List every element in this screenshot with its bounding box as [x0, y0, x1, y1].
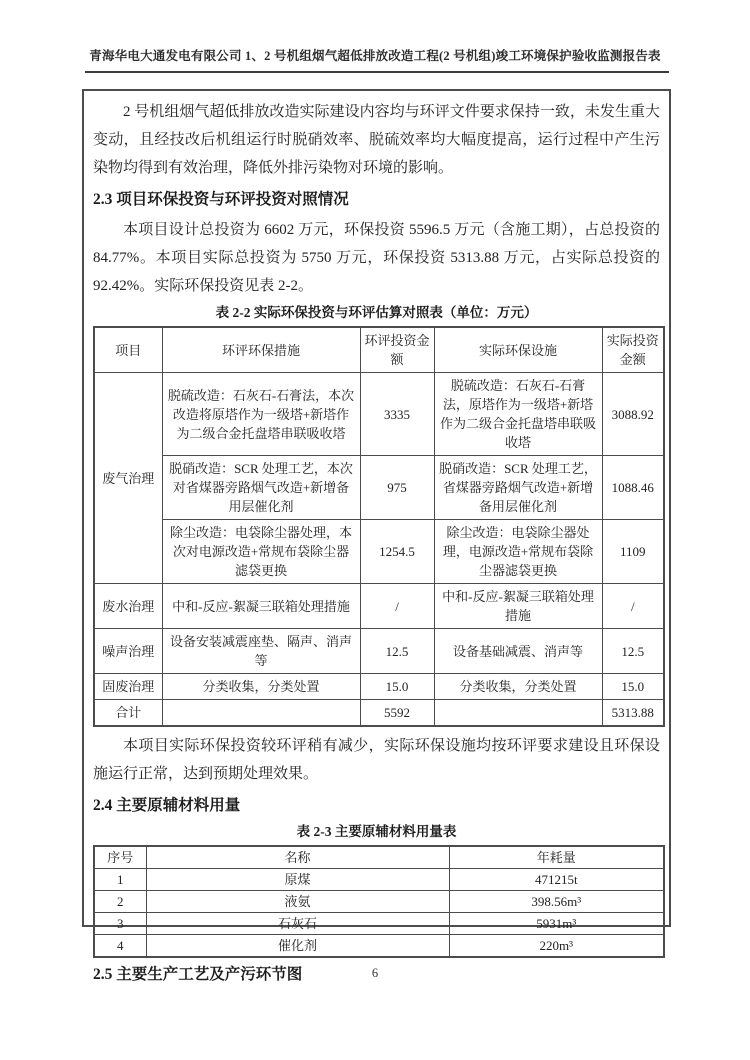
section-2-3-heading: 2.3 项目环保投资与环评投资对照情况 [93, 191, 349, 208]
cell-name: 原煤 [146, 869, 449, 891]
cell-actual-amount: 3088.92 [602, 373, 664, 456]
cell-eia-amount: 975 [360, 456, 434, 520]
table-row [94, 935, 664, 958]
category-noise: 噪声治理 [94, 629, 162, 674]
section-2-4-heading: 2.4 主要原辅材料用量 [93, 797, 241, 814]
cell-eia-measure-empty [162, 700, 360, 727]
cell-no: 4 [94, 935, 146, 958]
col-header-project: 项目 [94, 327, 162, 373]
cell-eia-measure: 分类收集，分类处置 [162, 674, 360, 700]
cell-actual-amount: 15.0 [602, 674, 664, 700]
cell-actual-amount: 5313.88 [602, 700, 664, 727]
cell-eia-measure: 中和-反应-絮凝三联箱处理措施 [162, 584, 360, 629]
col-header-eia-measure: 环评环保措施 [162, 327, 360, 373]
category-total: 合计 [94, 700, 162, 727]
cell-eia-measure: 设备安装减震座垫、隔声、消声等 [162, 629, 360, 674]
section-2-5-heading: 2.5 主要生产工艺及产污环节图 [93, 966, 303, 983]
cell-eia-amount: 5592 [360, 700, 434, 727]
cell-eia-measure: 脱硝改造：SCR 处理工艺，本次对省煤器旁路烟气改造+新增备用层催化剂 [162, 456, 360, 520]
cell-annual-usage: 5931m³ [449, 913, 664, 935]
cell-actual-facility: 除尘改造：电袋除尘器处理，电源改造+常规布袋除尘器滤袋更换 [434, 520, 602, 584]
report-form-border-box [82, 89, 671, 983]
table-2-2-caption: 表 2-2 实际环保投资与环评估算对照表（单位：万元） [215, 305, 538, 320]
col-header-actual-facility: 实际环保设施 [434, 327, 602, 373]
col-header-no: 序号 [94, 846, 146, 869]
cell-name: 石灰石 [146, 913, 449, 935]
table-header-row [94, 327, 664, 373]
header-divider-line [85, 71, 669, 73]
intro-paragraph: 2 号机组烟气超低排放改造实际建设内容均与环评文件要求保持一致，未发生重大变动，且经技改后机组运行时脱硝效率、脱硫效率均大幅度提高，运行过程中产生污染物均得到有效治理，降低外排污染物对环境的影响。 [93, 104, 660, 176]
cell-annual-usage: 398.56m³ [449, 891, 664, 913]
cell-actual-amount: 1109 [602, 520, 664, 584]
cell-name: 催化剂 [146, 935, 449, 958]
document-title: 青海华电大通发电有限公司 1、2 号机组烟气超低排放改造工程(2 号机组)竣工环境保护验收监测报告表 [89, 49, 661, 63]
col-header-actual-amount: 实际投资金额 [602, 327, 664, 373]
table-row [94, 373, 664, 456]
table-row [94, 584, 664, 629]
cell-eia-measure: 脱硫改造：石灰石-石膏法，本次改造将原塔作为一级塔+新塔作为二级合金托盘塔串联吸收塔 [162, 373, 360, 456]
col-header-name: 名称 [146, 846, 449, 869]
cell-eia-amount: 12.5 [360, 629, 434, 674]
investment-paragraph: 本项目设计总投资为 6602 万元，环保投资 5596.5 万元（含施工期），占总投资的 84.77%。本项目实际总投资为 5750 万元，环保投资 5313.88 万元，占实际总投资的 92.42%。实际环保投资见表 2-2。 [93, 222, 660, 294]
table-row [94, 869, 664, 891]
category-wastewater: 废水治理 [94, 584, 162, 629]
table-2-3-caption: 表 2-3 主要原辅材料用量表 [296, 824, 457, 839]
category-solid-waste: 固废治理 [94, 674, 162, 700]
cell-annual-usage: 471215t [449, 869, 664, 891]
category-waste-gas: 废气治理 [94, 373, 162, 584]
cell-eia-amount: 1254.5 [360, 520, 434, 584]
col-header-eia-amount: 环评投资金额 [360, 327, 434, 373]
cell-no: 3 [94, 913, 146, 935]
raw-materials-table [93, 845, 665, 958]
closing-paragraph: 本项目实际环保投资较环评稍有减少，实际环保设施均按环评要求建设且环保设施运行正常，达到预期处理效果。 [93, 738, 660, 782]
cell-eia-amount: 3335 [360, 373, 434, 456]
table-row [94, 674, 664, 700]
cell-no: 1 [94, 869, 146, 891]
table-row [94, 913, 664, 935]
table-total-row [94, 700, 664, 727]
cell-actual-facility-empty [434, 700, 602, 727]
table-row [94, 456, 664, 520]
table-header-row [94, 846, 664, 869]
col-header-annual-usage: 年耗量 [449, 846, 664, 869]
cell-eia-measure: 除尘改造：电袋除尘器处理，本次对电源改造+常规布袋除尘器滤袋更换 [162, 520, 360, 584]
cell-actual-facility: 中和-反应-絮凝三联箱处理措施 [434, 584, 602, 629]
cell-eia-amount: / [360, 584, 434, 629]
investment-comparison-table [93, 326, 665, 727]
cell-actual-facility: 设备基础减震、消声等 [434, 629, 602, 674]
cell-no: 2 [94, 891, 146, 913]
cell-name: 液氨 [146, 891, 449, 913]
cell-actual-amount: 12.5 [602, 629, 664, 674]
table-row [94, 891, 664, 913]
cell-annual-usage: 220m³ [449, 935, 664, 958]
cell-actual-facility: 脱硝改造：SCR 处理工艺，省煤器旁路烟气改造+新增备用层催化剂 [434, 456, 602, 520]
cell-actual-amount: 1088.46 [602, 456, 664, 520]
cell-actual-facility: 脱硫改造：石灰石-石膏法，原塔作为一级塔+新塔作为二级合金托盘塔串联吸收塔 [434, 373, 602, 456]
table-row [94, 629, 664, 674]
cell-eia-amount: 15.0 [360, 674, 434, 700]
table-row [94, 520, 664, 584]
cell-actual-amount: / [602, 584, 664, 629]
cell-actual-facility: 分类收集，分类处置 [434, 674, 602, 700]
page-number: 6 [371, 966, 379, 980]
